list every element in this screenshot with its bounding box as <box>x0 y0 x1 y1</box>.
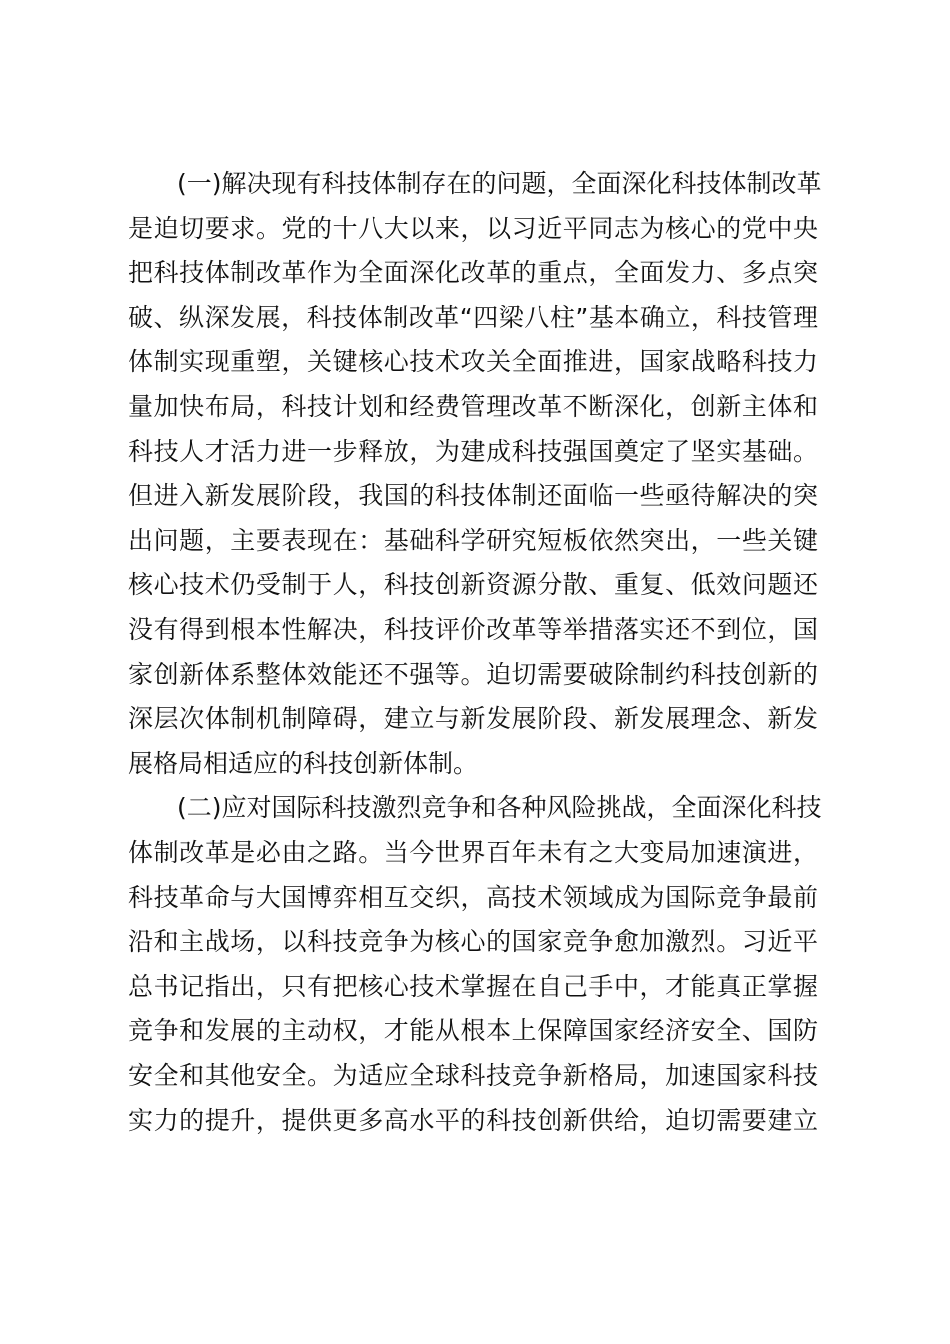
text-line: 核心技术仍受制于人，科技创新资源分散、重复、低效问题还 <box>128 570 818 600</box>
text-line: (一)解决现有科技体制存在的问题，全面深化科技体制改革 <box>177 169 822 198</box>
text-line: 是迫切要求。党的十八大以来，以习近平同志为核心的党中央 <box>128 213 818 243</box>
text-line: 体制改革是必由之路。当今世界百年未有之大变局加速演进， <box>128 838 818 867</box>
text-line: (二)应对国际科技激烈竞争和各种风险挑战，全面深化科技 <box>177 793 822 823</box>
text-line: 把科技体制改革作为全面深化改革的重点，全面发力、多点突 <box>128 258 818 288</box>
text-line: 展格局相适应的科技创新体制。 <box>128 748 479 778</box>
text-line: 安全和其他安全。为适应全球科技竞争新格局，加速国家科技 <box>128 1061 818 1090</box>
text-line: 家创新体系整体效能还不强等。迫切需要破除制约科技创新的 <box>128 659 818 689</box>
text-line: 深层次体制机制障碍，建立与新发展阶段、新发展理念、新发 <box>128 704 818 734</box>
text-line: 总书记指出，只有把核心技术掌握在自己手中，才能真正掌握 <box>128 971 818 1001</box>
text-line: 沿和主战场，以科技竞争为核心的国家竞争愈加激烈。习近平 <box>128 927 818 957</box>
text-line: 没有得到根本性解决，科技评价改革等举措落实还不到位，国 <box>128 615 818 644</box>
text-line: 竞争和发展的主动权，才能从根本上保障国家经济安全、国防 <box>128 1016 818 1046</box>
text-line: 实力的提升，提供更多高水平的科技创新供给，迫切需要建立 <box>128 1105 818 1135</box>
text-line: 出问题，主要表现在：基础科学研究短板依然突出，一些关键 <box>128 525 818 555</box>
text-line: 科技人才活力进一步释放，为建成科技强国奠定了坚实基础。 <box>128 436 818 466</box>
text-line: 科技革命与大国博弈相互交织，高技术领域成为国际竞争最前 <box>128 882 818 912</box>
text-line: 破、纵深发展，科技体制改革“四梁八柱”基本确立，科技管理 <box>128 302 818 332</box>
text-line: 但进入新发展阶段，我国的科技体制还面临一些亟待解决的突 <box>128 481 818 511</box>
text-line: 体制实现重塑，关键核心技术攻关全面推进，国家战略科技力 <box>128 347 818 377</box>
text-line: 量加快布局，科技计划和经费管理改革不断深化，创新主体和 <box>128 392 818 421</box>
